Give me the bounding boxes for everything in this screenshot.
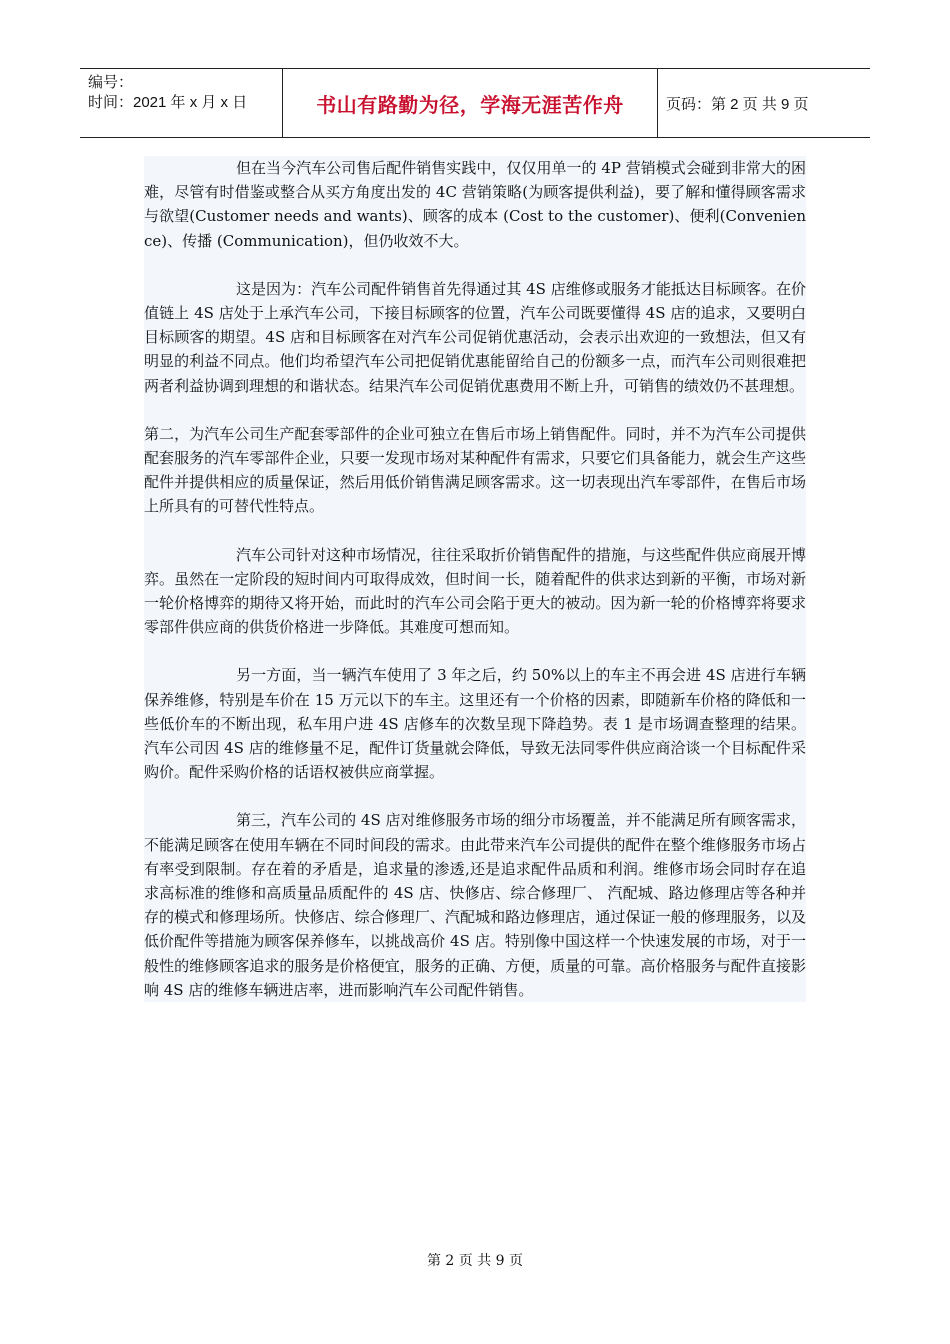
page-header (80, 68, 870, 138)
number-label: 编号： (88, 74, 134, 91)
paragraph: 第三，汽车公司的 4S 店对维修服务市场的细分市场覆盖，并不能满足所有顾客需求，不能满足顾客在使用车辆在不同时间段的需求。由此带来汽车公司提供的配件在整个维修服务市场占有率受到限制。存在着的矛盾是，追求量的渗透,还是追求配件品质和利润。维修市场会同时存在追求高标准的维修和高质量品质配件的 4S 店、快修店、综合修理厂、 汽配城、路边修理店等各种并存的模式和修理场所。快修店、综合修理厂、汽配城和路边修理店，通过保证一般的修理服务，以及低价配件等措施为顾客保养修车，以挑战高价 4S 店。特别像中国这样一个快速发展的市场，对于一般性的维修顾客追求的服务是价格便宜，服务的正确、方便，质量的可靠。高价格服务与配件直接影响 4S 店的维修车辆进店率，进而影响汽车公司配件销售。 (144, 811, 806, 999)
paragraph: 这是因为：汽车公司配件销售首先得通过其 4S 店维修或服务才能抵达目标顾客。在价值链上 4S 店处于上承汽车公司，下接目标顾客的位置，汽车公司既要懂得 4S 店的追求，又要明白目标顾客的期望。4S 店和目标顾客在对汽车公司促销优惠活动，会表示出欢迎的一致想法，但又有明显的利益不同点。他们均希望汽车公司把促销优惠能留给自己的份额多一点，而汽车公司则很难把两者利益协调到理想的和谐状态。结果汽车公司促销优惠费用不断上升，可销售的绩效仍不甚理想。 (144, 279, 806, 395)
document-body (144, 156, 806, 1002)
header-meta (80, 69, 283, 137)
paragraph: 另一方面，当一辆汽车使用了 3 年之后，约 50%以上的车主不再会进 4S 店进行车辆保养维修，特别是车价在 15 万元以下的车主。这里还有一个价格的因素，即随新车价格的降低和一些低价车的不断出现，私车用户进 4S 店修车的次数呈现下降趋势。表 1 是市场调查整理的结果。汽车公司因 4S 店的维修量不足，配件订货量就会降低，导致无法同零件供应商洽谈一个目标配件采购价。配件采购价格的话语权被供应商掌握。 (144, 666, 806, 782)
page-info-text: 页码：第 2 页 共 9 页 (666, 95, 809, 113)
time-label: 时间：2021 年 x 月 x 日 (88, 94, 248, 111)
paragraph: 但在当今汽车公司售后配件销售实践中，仅仅用单一的 4P 营销模式会碰到非常大的困难，尽管有时借鉴或整合从买方角度出发的 4C 营销策略(为顾客提供利益)，要了解和懂得顾客需求与欲望(Customer needs and wants)、顾客的成本 (Cost to the customer)、便利(Convenience)、传播 (Communication)，但仍收效不大。 (144, 159, 806, 250)
header-page-info (658, 69, 870, 137)
paragraph: 汽车公司针对这种市场情况，往往采取折价销售配件的措施，与这些配件供应商展开博弈。虽然在一定阶段的短时间内可取得成效，但时间一长，随着配件的供求达到新的平衡，市场对新一轮价格博弈的期待又将开始，而此时的汽车公司会陷于更大的被动。因为新一轮的价格博弈将要求零部件供应商的供货价格进一步降低。其难度可想而知。 (144, 545, 807, 637)
paragraph: 第二，为汽车公司生产配套零部件的企业可独立在售后市场上销售配件。同时，并不为汽车公司提供配套服务的汽车零部件企业，只要一发现市场对某种配件有需求，只要它们具备能力，就会生产这些配件并提供相应的质量保证，然后用低价销售满足顾客需求。这一切表现出汽车零部件，在售后市场上所具有的可替代性特点。 (144, 424, 806, 516)
motto-text: 书山有路勤为径，学海无涯苦作舟 (316, 92, 624, 117)
footer-page-number: 第 2 页 共 9 页 (426, 1253, 524, 1269)
page-footer (0, 1250, 950, 1270)
header-motto-cell (283, 69, 658, 137)
